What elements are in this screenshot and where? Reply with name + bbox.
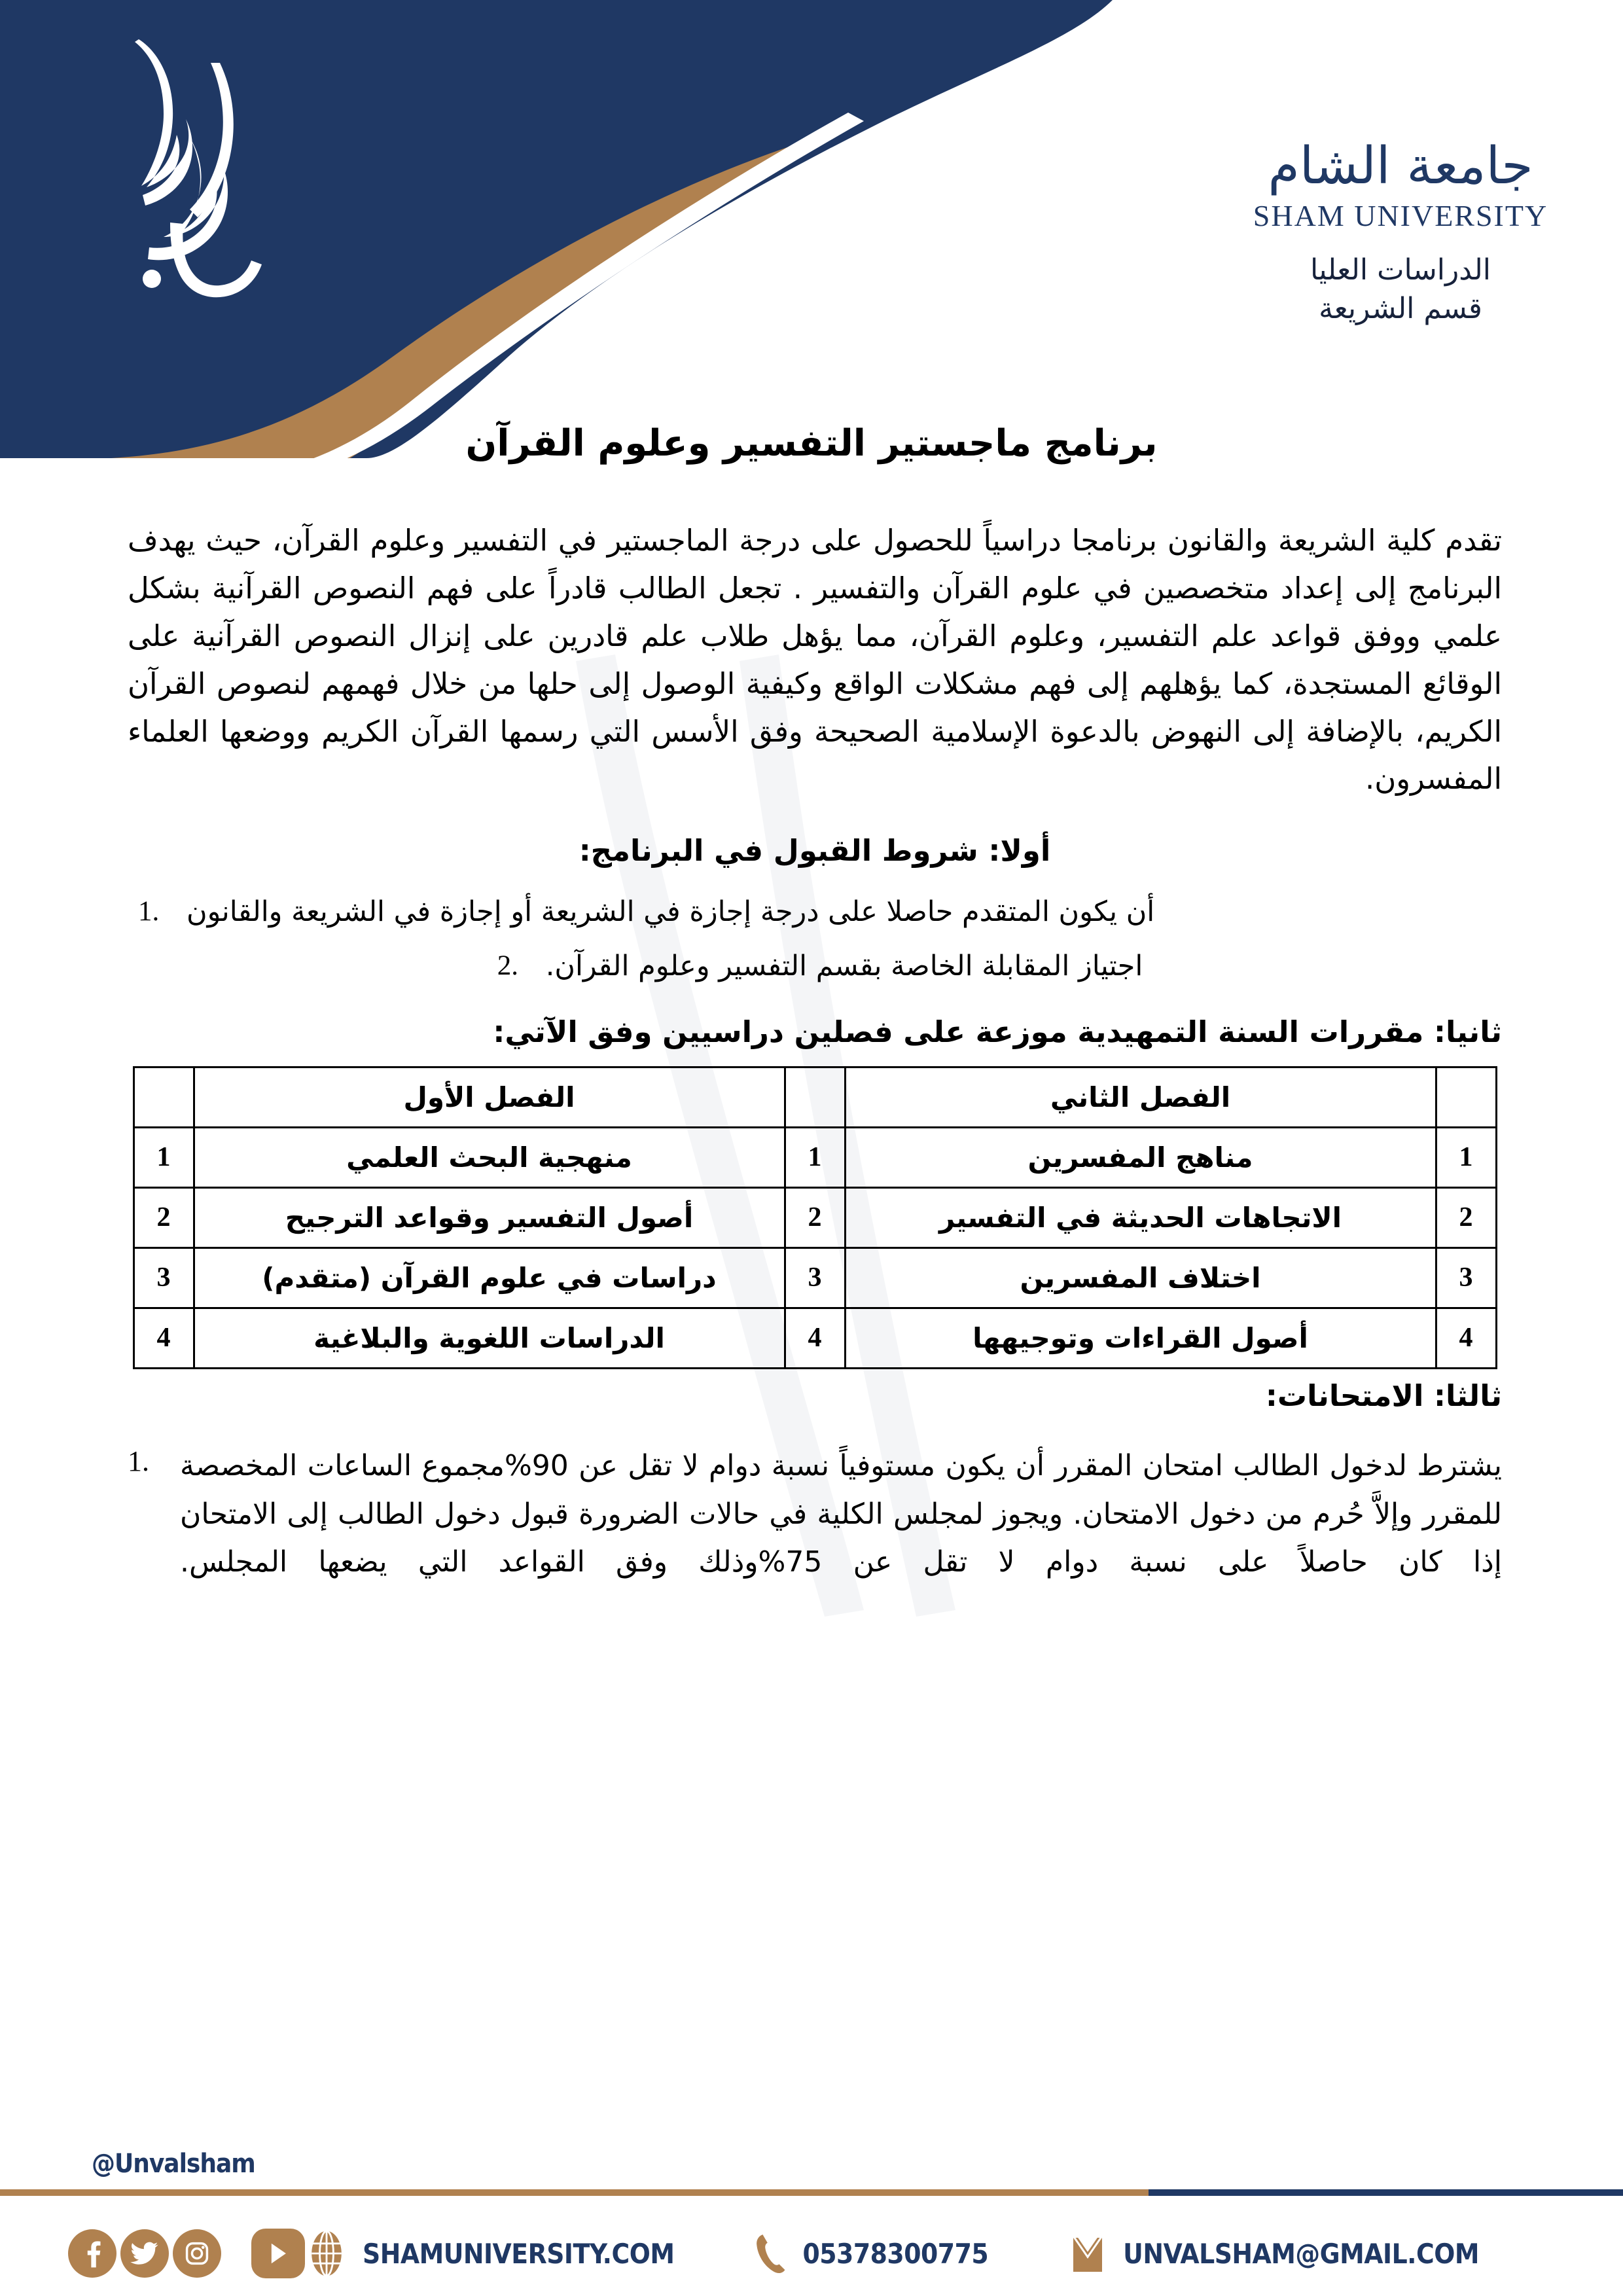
cell-course-term1: أصول التفسير وقواعد الترجيح [194, 1187, 785, 1247]
cell-course-term2: أصول القراءات وتوجيهها [845, 1308, 1436, 1368]
list-marker: .2 [497, 950, 518, 981]
list-item [128, 944, 1502, 988]
youtube-icon[interactable] [251, 2229, 305, 2278]
cell-course-term2: الاتجاهات الحديثة في التفسير [845, 1187, 1436, 1247]
facebook-icon[interactable] [68, 2229, 116, 2278]
header-term-two: الفصل الثاني [845, 1067, 1436, 1127]
document-body [128, 517, 1502, 1587]
social-icon-group [68, 2229, 221, 2278]
footer-contact-row [0, 2211, 1623, 2296]
table-row [134, 1187, 1496, 1247]
cell-index-term2: 1 [1436, 1127, 1496, 1187]
examinations-list [128, 1442, 1502, 1587]
page-footer [0, 2149, 1623, 2296]
cell-course-term2: مناهج المفسرين [845, 1127, 1436, 1187]
sham-logo-icon [92, 26, 301, 301]
page-header [0, 0, 1623, 458]
twitter-icon[interactable] [120, 2229, 169, 2278]
website-text: SHAMUNIVERSITY.COM [363, 2237, 675, 2270]
courses-table [133, 1066, 1497, 1369]
header-empty-index-term1 [785, 1067, 845, 1127]
heading-preparatory-year-courses: ثانيا: مقررات السنة التمهيدية موزعة على فصلين دراسيين وفق الآتي: [493, 1014, 1502, 1049]
email-address-text: UNVALSHAM@GMAIL.COM [1123, 2237, 1479, 2270]
header-empty-trailing [134, 1067, 194, 1127]
cell-index-term2: 4 [1436, 1308, 1496, 1368]
footer-divider-navy [1149, 2189, 1623, 2196]
instagram-icon[interactable] [173, 2229, 221, 2278]
faculty-line-graduate-studies: الدراسات العليا [1310, 253, 1491, 287]
faculty-line-department: قسم الشريعة [1319, 291, 1482, 325]
list-item-text: أن يكون المتقدم حاصلا على درجة إجازة في الشريعة أو إجازة في الشريعة والقانون [187, 895, 1155, 929]
envelope-icon [1067, 2230, 1109, 2277]
table-header-row [134, 1067, 1496, 1127]
website-contact[interactable] [305, 2229, 674, 2278]
email-contact[interactable] [1067, 2230, 1479, 2277]
cell-index-term2: 2 [1436, 1187, 1496, 1247]
cell-course-term2: اختلاف المفسرين [845, 1247, 1436, 1308]
cell-index-term1: 2 [134, 1187, 194, 1247]
brand-name-arabic: جامعة الشام [1268, 137, 1533, 196]
cell-course-term1: الدراسات اللغوية والبلاغية [194, 1308, 785, 1368]
list-marker: .1 [128, 1444, 149, 1477]
cell-course-term1: دراسات في علوم القرآن (متقدم) [194, 1247, 785, 1308]
heading-admission-conditions: أولا: شروط القبول في البرنامج: [579, 833, 1051, 869]
page-title: برنامج ماجستير التفسير وعلوم القرآن [465, 422, 1158, 465]
phone-contact[interactable] [753, 2231, 988, 2276]
footer-divider [0, 2189, 1623, 2196]
cell-row-number: 2 [785, 1187, 845, 1247]
table-header [134, 1067, 1496, 1127]
cell-row-number: 4 [785, 1308, 845, 1368]
table-row [134, 1308, 1496, 1368]
cell-index-term2: 3 [1436, 1247, 1496, 1308]
footer-divider-tan [0, 2189, 1149, 2196]
heading-examinations: ثالثا: الامتحانات: [1265, 1378, 1502, 1413]
table-row [134, 1247, 1496, 1308]
list-item [128, 890, 1502, 934]
table-row [134, 1127, 1496, 1187]
list-marker: .1 [138, 896, 160, 927]
globe-icon [305, 2229, 348, 2278]
social-handle: @Unvalsham [92, 2149, 255, 2179]
list-item-text: اجتياز المقابلة الخاصة بقسم التفسير وعلوم القرآن. [545, 949, 1143, 982]
header-term-one: الفصل الأول [194, 1067, 785, 1127]
brand-name-english: SHAM UNIVERSITY [1253, 199, 1548, 232]
admission-conditions-list [128, 890, 1502, 988]
cell-index-term1: 3 [134, 1247, 194, 1308]
examination-rule-text: يشترط لدخول الطالب امتحان المقرر أن يكون مستوفياً نسبة دوام لا تقل عن 90%مجموع الساعات المخصصة للمقرر وإلاَّ حُرم من دخول الامتحان. ويجوز لمجلس الكلية في حالات الضرورة قبول دخول الطالب إلى الامتحان إذا كان حاصلاً على نسبة دوام لا تقل عن 75%وذلك وفق القواعد التي يضعها المجلس. [180, 1448, 1502, 1579]
university-brand [1198, 137, 1603, 329]
cell-row-number: 3 [785, 1247, 845, 1308]
table-body [134, 1127, 1496, 1368]
header-empty-index-term2 [1436, 1067, 1496, 1127]
cell-course-term1: منهجية البحث العلمي [194, 1127, 785, 1187]
phone-number-text: 05378300775 [802, 2237, 989, 2270]
cell-row-number: 1 [785, 1127, 845, 1187]
intro-paragraph: تقدم كلية الشريعة والقانون برنامجا دراسياً للحصول على درجة الماجستير في التفسير وعلوم القرآن، حيث يهدف البرنامج إلى إعداد متخصصين في علوم القرآن والتفسير . تجعل الطالب قادراً على فهم النصوص القرآنية بشكل علمي ووفق قواعد علم التفسير، وعلوم القرآن، مما يؤهل طلاب علم قادرين على إنزال النصوص القرآنية على الوقائع المستجدة، كما يؤهلهم إلى فهم مشكلات الواقع وكيفية الوصول إلى حلها من خلال فهمهم لنصوص القرآن الكريم، بالإضافة إلى النهوض بالدعوة الإسلامية الصحيحة وفق الأسس التي رسمها القرآن الكريم ووضعها العلماء المفسرون. [128, 523, 1502, 797]
cell-index-term1: 4 [134, 1308, 194, 1368]
phone-icon [753, 2231, 788, 2276]
cell-index-term1: 1 [134, 1127, 194, 1187]
